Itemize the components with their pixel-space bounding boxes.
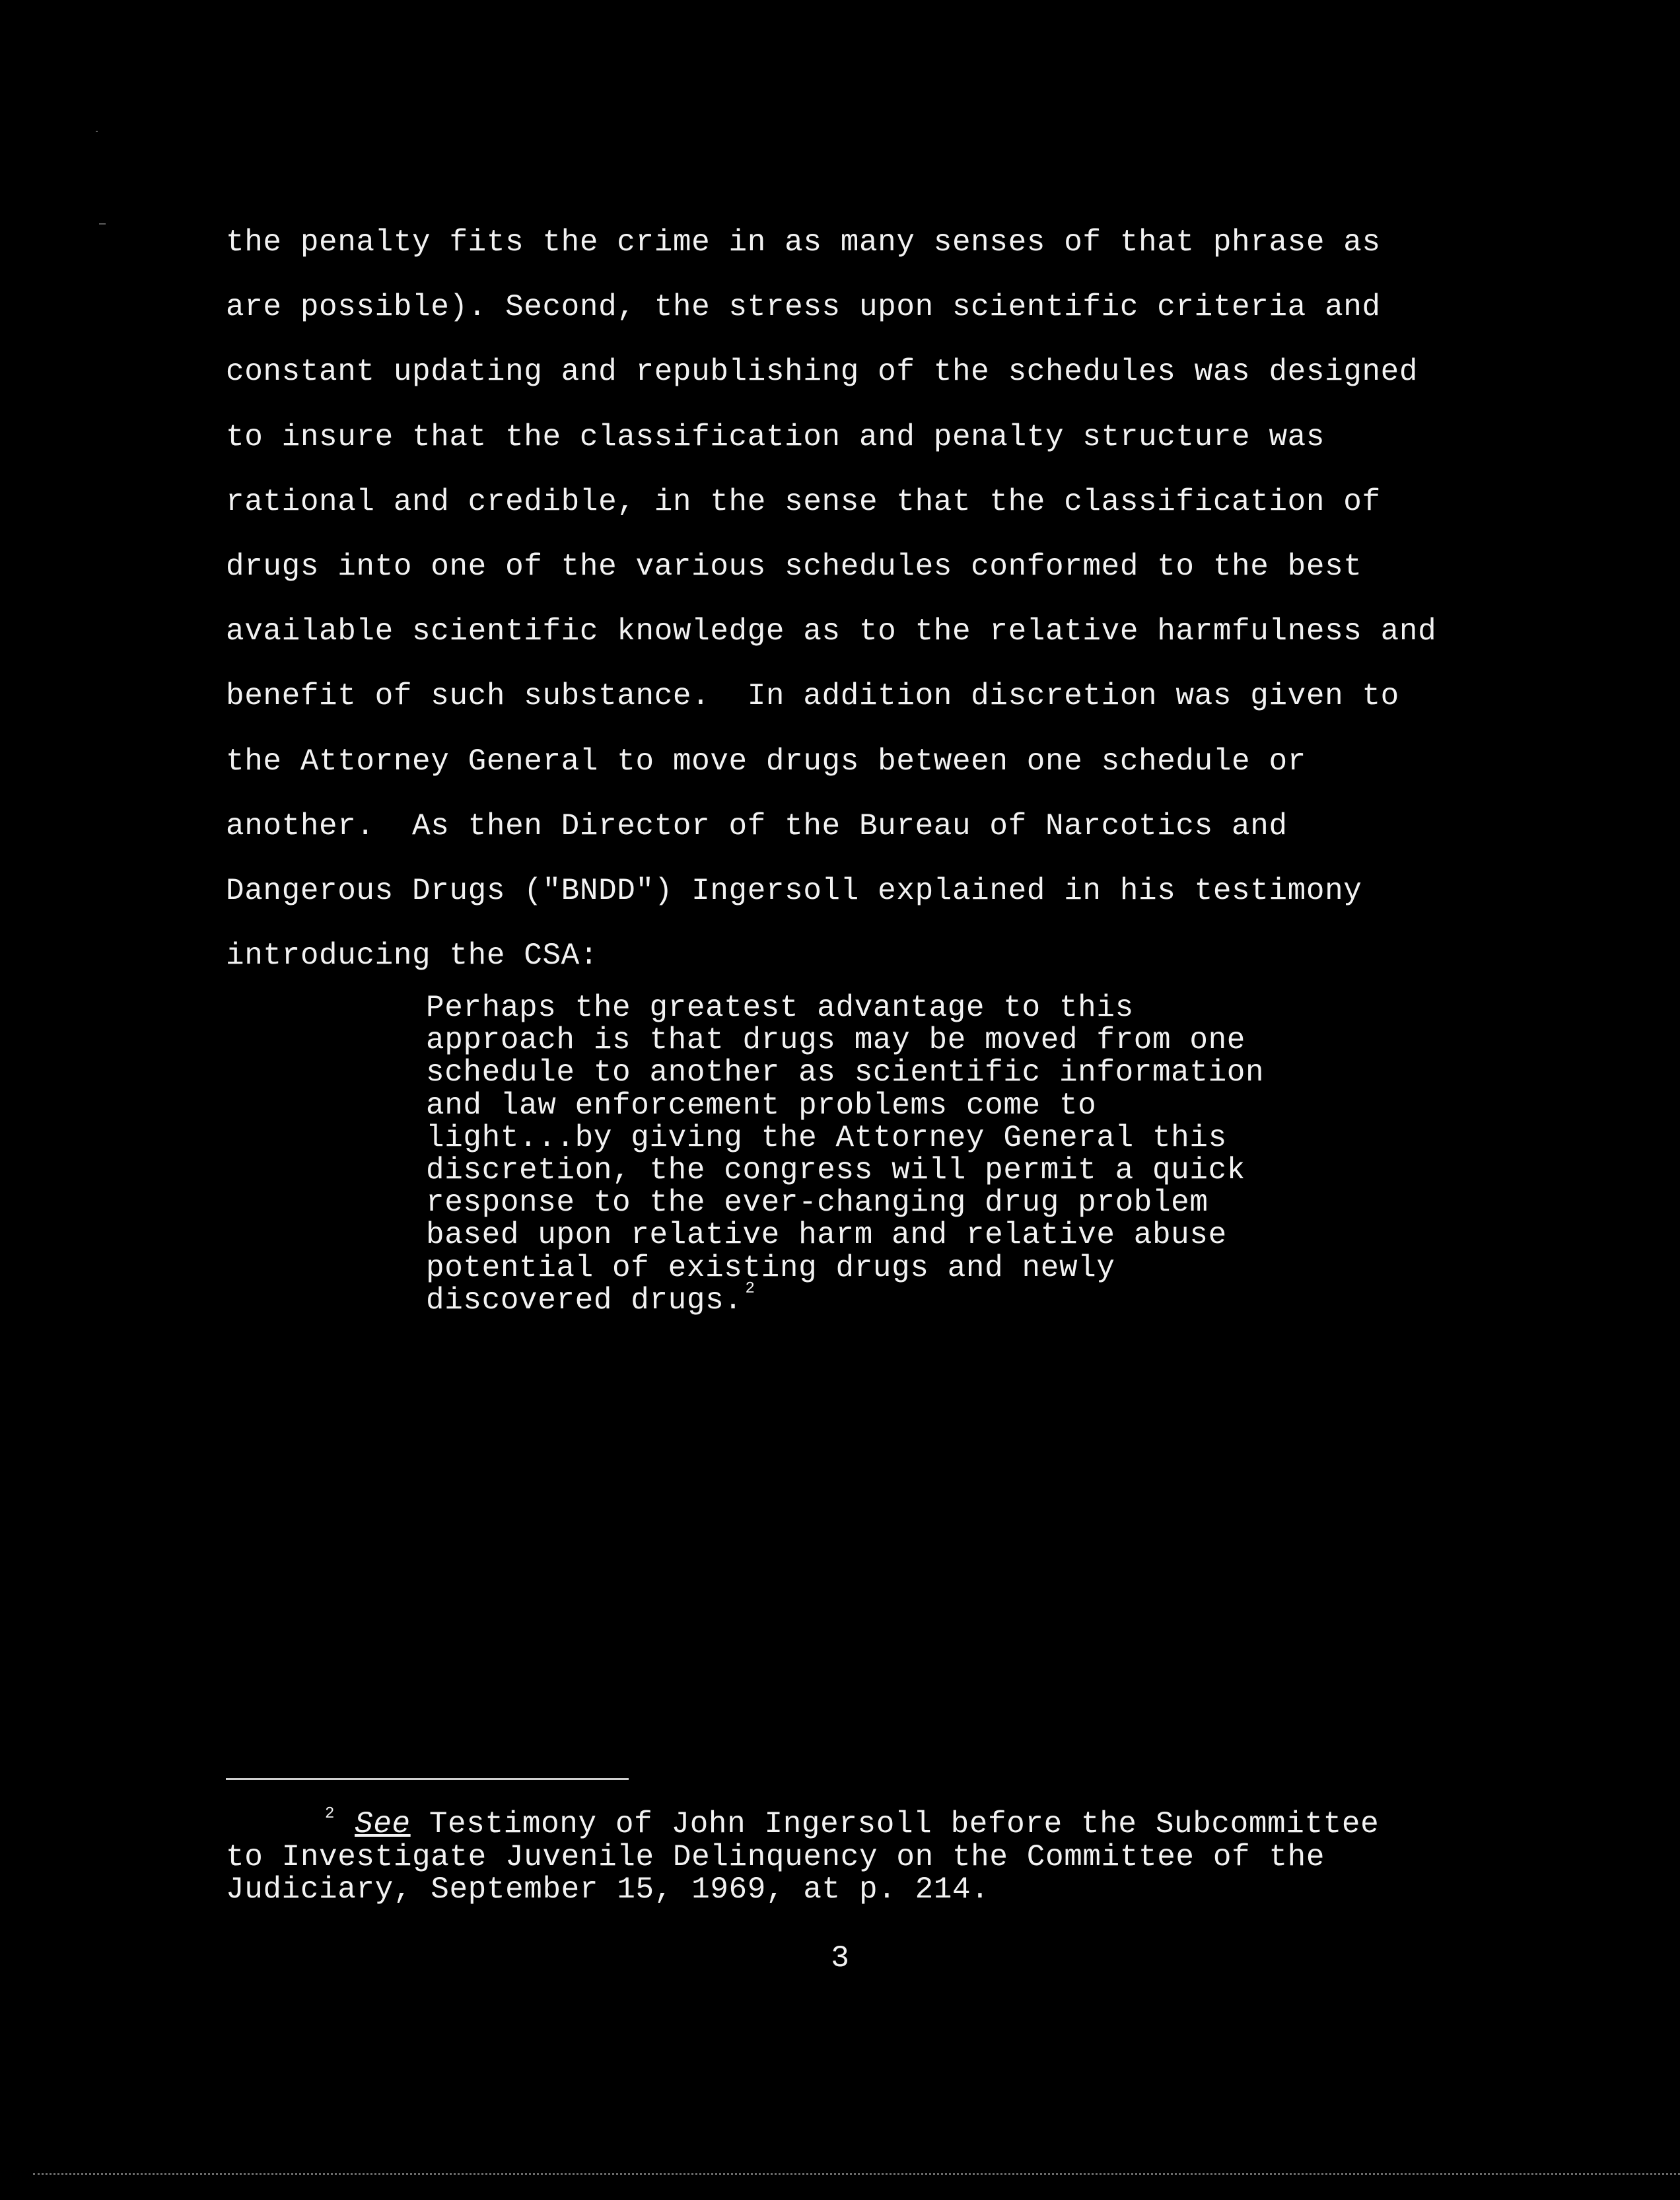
quote-line: based upon relative harm and relative abuse xyxy=(426,1218,1227,1253)
footnote-line: Judiciary, September 15, 1969, at p. 214. xyxy=(226,1872,990,1907)
body-line: constant updating and republishing of the schedules was designed xyxy=(226,355,1418,390)
quote-line: light...by giving the Attorney General this xyxy=(426,1120,1227,1155)
body-line: available scientific knowledge as to the relative harmfulness and xyxy=(226,614,1437,649)
footnote-see: See xyxy=(355,1807,411,1841)
scan-speck xyxy=(96,131,98,132)
body-line: another. As then Director of the Bureau of Narcotics and xyxy=(226,808,1288,843)
quote-line: potential of existing drugs and newly xyxy=(426,1250,1115,1285)
body-line: Dangerous Drugs ("BNDD") Ingersoll explained in his testimony xyxy=(226,873,1362,908)
footnote-text: Testimony of John Ingersoll before the Subcommittee xyxy=(410,1807,1380,1841)
footnote-line: to Investigate Juvenile Delinquency on the Committee of the xyxy=(226,1839,1325,1874)
quote-line: Perhaps the greatest advantage to this xyxy=(426,991,1134,1025)
footnote-line xyxy=(226,1805,1514,1841)
footnote xyxy=(226,1805,1514,1907)
quote-line: approach is that drugs may be moved from one xyxy=(426,1023,1245,1058)
body-paragraph xyxy=(226,210,1547,988)
quote-line-last xyxy=(426,1279,1417,1318)
quote-line: schedule to another as scientific information xyxy=(426,1055,1265,1090)
quote-line: response to the ever-changing drug problem xyxy=(426,1186,1208,1221)
footnote-separator xyxy=(226,1778,629,1780)
quote-line: and law enforcement problems come to xyxy=(426,1088,1097,1123)
page-number: 3 xyxy=(831,1941,849,1975)
footnote-reference: 2 xyxy=(745,1279,755,1298)
body-line: are possible). Second, the stress upon scientific criteria and xyxy=(226,290,1381,325)
body-line: to insure that the classification and penalty structure was xyxy=(226,419,1325,454)
scan-speck xyxy=(99,223,106,225)
body-line: the penalty fits the crime in as many senses of that phrase as xyxy=(226,225,1381,260)
footnote-marker: 2 xyxy=(325,1805,335,1823)
quote-line: discretion, the congress will permit a quick xyxy=(426,1153,1245,1188)
quote-line-text: discovered drugs. xyxy=(426,1283,743,1318)
body-line: rational and credible, in the sense that the classification of xyxy=(226,484,1381,519)
body-line: introducing the CSA: xyxy=(226,939,599,974)
body-line: the Attorney General to move drugs between one schedule or xyxy=(226,744,1306,779)
body-line: drugs into one of the various schedules conformed to the best xyxy=(226,549,1362,584)
body-line: benefit of such substance. In addition discretion was given to xyxy=(226,679,1399,714)
scan-bottom-edge xyxy=(33,2173,1680,2175)
block-quote xyxy=(426,992,1417,1317)
